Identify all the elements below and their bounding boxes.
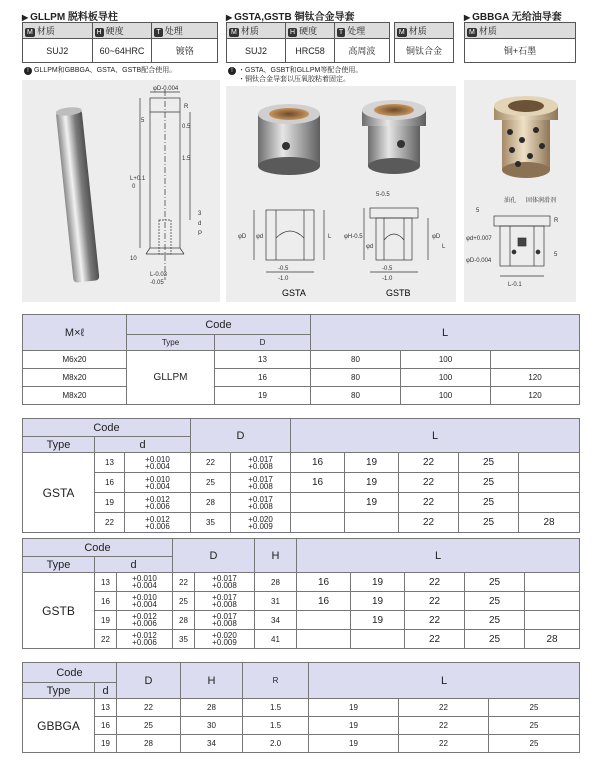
col-H: H [255,539,297,573]
col-H: H [181,663,243,699]
gstb-photo [362,100,426,174]
dim-d: d [198,221,202,227]
type-cell: GSTB [23,573,95,649]
table-row: 16 +0.010 +0.004 25 +0.017 +0.008 16 19 22 25 [23,473,580,493]
col-L: L [297,539,580,573]
gsta-illustration [226,86,456,302]
table-row: 22 +0.012 +0.006 35 +0.020 +0.009 22 25 28 [23,513,580,533]
treatment-icon: T [156,29,161,36]
col-D: D [215,335,311,351]
col-d: d [95,557,173,573]
material-icon: M [27,29,33,36]
table-row: 19 28 34 2.0 19 22 25 [23,735,580,753]
gllpm-spec-table: M 材质 H 硬度 T 处理 SUJ2 60~64HRC 镀铬 [22,22,218,63]
col-m: M×ℓ [23,315,127,351]
gstb-dim-tol1: -0.5 [382,266,393,272]
table-row: M8x20 19 80 100 120 [23,387,580,405]
type-cell: GBBGA [23,699,95,753]
col-D: D [191,419,291,453]
gsta-table [22,418,580,533]
gbbga-section [494,216,550,276]
dim-3: 3 [198,211,202,217]
table-row: 16 25 30 1.5 19 22 25 [23,717,580,735]
gstb-dim-tol2: -1.0 [382,276,393,282]
col-d: d [95,437,191,453]
gbbga-table [22,662,580,753]
gsta-dim-D: φD [238,234,247,240]
gbbga-illustration [464,80,576,302]
gbbga-dim-5b: 5 [554,252,558,258]
gsta-notes: ! ・GSTA、GSBT和GLLPM等配合使用。 ・铜钛合金导套以压氧胶粘着固定。 [228,66,362,84]
hardness-icon: H [290,29,296,36]
gbbga-drawing [464,80,576,302]
col-code: Code [23,663,117,683]
dim-P: P [198,231,203,237]
table-row: GSTA 13 +0.010 +0.004 22 +0.017 +0.008 16 19 22 25 [23,453,580,473]
dim-R: R [184,104,189,110]
gstb-section [364,208,428,272]
gsta-title: ▶ GSTA,GSTB 铜钛合金导套 [226,12,355,23]
table-row: 19 +0.012 +0.006 28 +0.017 +0.008 19 22 25 [23,493,580,513]
gsta-dim-tol2: -1.0 [278,276,289,282]
gbbga-spec-table: M 材质 铜+石墨 [464,22,576,63]
material-icon: M [469,29,475,36]
guide-pin-photo [55,106,99,283]
gsta-dim-L: L [328,234,332,240]
gstb-dim-D: φD [432,234,441,240]
col-code: Code [23,539,173,557]
gstb-dim-5: 5-0.5 [376,192,390,198]
table-row: 16 +0.010 +0.004 25 +0.017 +0.008 31 16 19 22 25 [23,592,580,611]
col-D: D [117,663,181,699]
col-type: Type [23,557,95,573]
col-type: Type [127,335,215,351]
gsta-photo [258,104,320,175]
material-icon: M [231,29,237,36]
dim-L-tol: L-0.03 [150,272,168,278]
info-icon: ! [24,67,32,75]
gbbga-dim-5: 5 [476,208,480,214]
col-type: Type [23,683,95,699]
hardness-icon: H [96,29,102,36]
material-icon: M [398,29,405,36]
col-L: L [291,419,580,453]
gllpm-note: ! GLLPM和GBBGA、GSTA、GSTB配合使用。 [24,66,176,75]
table-row: 22 +0.012 +0.006 35 +0.020 +0.009 41 22 25 28 [23,630,580,649]
gllpm-illustration [22,80,220,302]
col-L: L [311,315,580,351]
gstb-table [22,538,580,649]
gsta-section [254,210,324,272]
guide-pin-drawing [140,90,190,280]
table-row: M6x20 GLLPM 13 80 100 [23,351,580,369]
gsta-spec-table: M 材质 H 硬度 T 处理 M 材质 SUJ2 HRC58 高周波 铜钛合金 [226,22,454,63]
dim-L-tol2: -0.05 [150,280,164,286]
gllpm-table [22,314,580,405]
col-L: L [309,663,580,699]
table-row: GBBGA 13 22 28 1.5 19 22 25 [23,699,580,717]
dim-L: L+0.1 [130,176,146,182]
dim-0: 0 [132,184,136,190]
col-code: Code [23,419,191,437]
gsta-caption: GSTA [282,288,306,298]
col-code: Code [127,315,311,335]
oil-hole-label: 油孔 [504,198,517,204]
gstb-caption: GSTB [386,288,411,298]
dim-0-5: 0.5 [182,124,191,130]
gbbga-photo [494,96,558,178]
gstb-dim-d: φd [366,244,374,250]
treatment-icon: T [338,29,344,36]
type-cell: GSTA [23,453,95,533]
dim-phi-D: φD-0.004 [153,86,179,92]
gbbga-dim-R: R [554,218,559,224]
table-row: M8x20 16 80 100 120 [23,369,580,387]
dim-1-5: 1.5 [182,156,191,162]
gsta-dim-tol1: -0.5 [278,266,289,272]
col-D: D [173,539,255,573]
gbbga-dim-L: L-0.1 [508,282,522,288]
dim-5: 5 [141,118,145,124]
col-R: R [243,663,309,699]
gsta-dim-d: φd [256,234,264,240]
gbbga-dim-d: φd+0.007 [466,236,492,242]
gbbga-dim-D: φD-0.004 [466,258,492,264]
table-row: GSTB 13 +0.010 +0.004 22 +0.017 +0.008 28 16 19 22 25 [23,573,580,592]
col-d: d [95,683,117,699]
col-type: Type [23,437,95,453]
gllpm-drawing [22,80,220,302]
table-row: 19 +0.012 +0.006 28 +0.017 +0.008 34 19 22 25 [23,611,580,630]
gbbga-title: ▶ GBBGA 无给油导套 [464,12,562,23]
dim-10: 10 [130,256,137,262]
gsta-drawing [226,86,456,302]
info-icon: ! [228,67,236,75]
gstb-dim-H: φH-0.5 [344,234,363,240]
solid-lubricant-label: 固体润滑剂 [526,198,557,204]
gllpm-title: ▶ GLLPM 脱料板导柱 [22,12,118,23]
gstb-dim-L: L [442,244,446,250]
